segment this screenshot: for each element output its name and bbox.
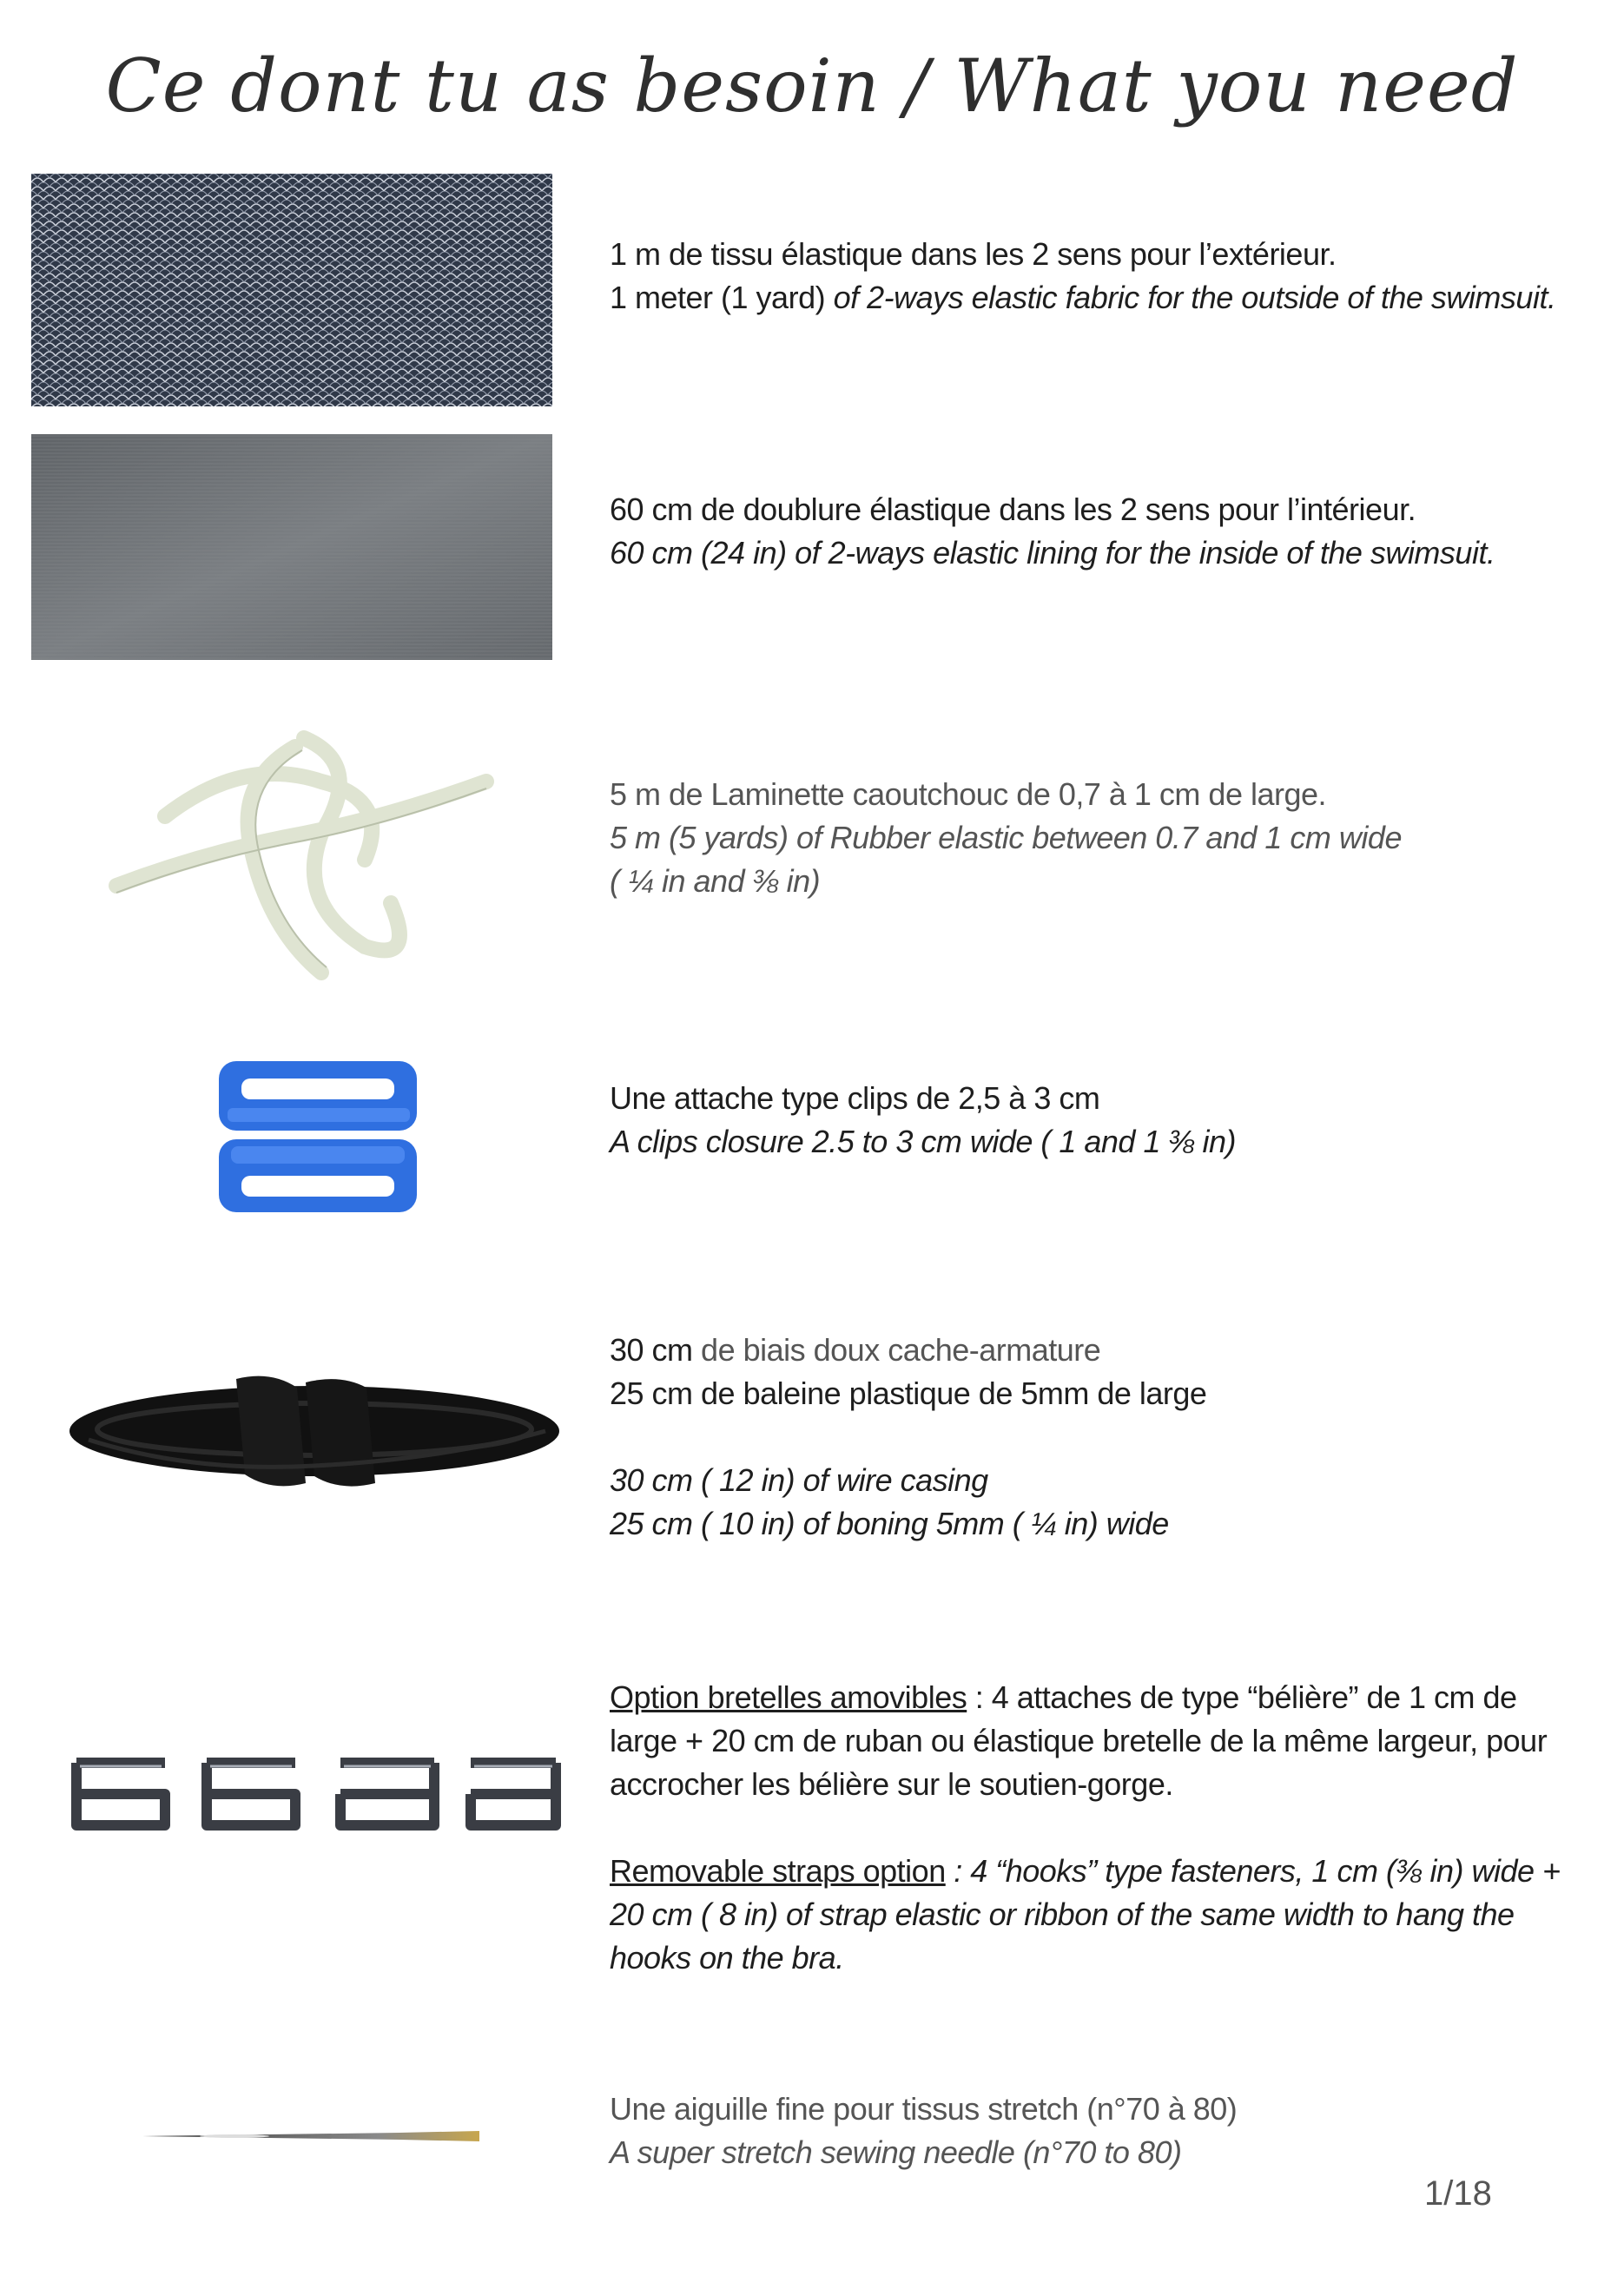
lining-description-fr: 60 cm de doublure élastique dans les 2 sens pour l’intérieur. xyxy=(610,491,1416,527)
strap-option-fr: Option bretelles amovibles : 4 attaches de type “bélière” de 1 cm de large + 20 cm de ruban ou élastique bretelle de la même largeur, pour accrocher les bélière sur le soutien-gorge. xyxy=(610,1679,1548,1802)
boning-description-fr: 25 cm de baleine plastique de 5mm de large xyxy=(610,1375,1207,1411)
lining-description-en: 60 cm (24 in) of 2-ways elastic lining for the inside of the swimsuit. xyxy=(610,535,1495,571)
needle-description-fr: Une aiguille fine pour tissus stretch (n°70 à 80) xyxy=(610,2091,1238,2127)
strap-option-fr-label: Option bretelles amovibles xyxy=(610,1679,967,1715)
strap-hooks-image xyxy=(61,1745,573,1841)
elastic-description-fr: 5 m de Laminette caoutchouc de 0,7 à 1 cm de large. xyxy=(610,776,1327,812)
fabric-description-fr: 1 m de tissu élastique dans les 2 sens pour l’extérieur. xyxy=(610,236,1337,272)
grey-lining-swatch xyxy=(31,434,552,660)
wire-casing-image xyxy=(63,1362,566,1501)
strap-option-en: Removable straps option : 4 “hooks” type fasteners, 1 cm (⅜ in) wide + 20 cm ( 8 in) of strap elastic or ribbon of the same width to hang the hooks on the bra. xyxy=(610,1853,1561,1976)
patterned-fabric-swatch xyxy=(31,174,552,406)
elastic-description-en-inches: ( ¼ in and ⅜ in) xyxy=(610,863,821,899)
elastic-description-en: 5 m (5 yards) of Rubber elastic between 0.7 and 1 cm wide xyxy=(610,820,1402,855)
needle-description-en: A super stretch sewing needle (n°70 to 80) xyxy=(610,2134,1182,2170)
rubber-elastic-image xyxy=(104,729,504,981)
page-title: Ce dont tu as besoin / What you need xyxy=(105,43,1519,129)
boning-description-en: 25 cm ( 10 in) of boning 5mm ( ¼ in) wide xyxy=(610,1506,1169,1541)
clip-description-fr: Une attache type clips de 2,5 à 3 cm xyxy=(610,1080,1100,1116)
sewing-needle-image xyxy=(139,2119,486,2154)
clip-closure-image xyxy=(215,1059,424,1216)
fabric-description-en: 1 meter (1 yard) of 2-ways elastic fabric for the outside of the swimsuit. xyxy=(610,280,1556,315)
wire-casing-description-en: 30 cm ( 12 in) of wire casing xyxy=(610,1462,988,1498)
strap-option-en-label: Removable straps option xyxy=(610,1853,946,1889)
clip-description-en: A clips closure 2.5 to 3 cm wide ( 1 and 1 ⅜ in) xyxy=(610,1124,1237,1159)
page-number: 1/18 xyxy=(1424,2174,1492,2213)
wire-casing-description-fr: 30 cm de biais doux cache-armature xyxy=(610,1332,1101,1368)
